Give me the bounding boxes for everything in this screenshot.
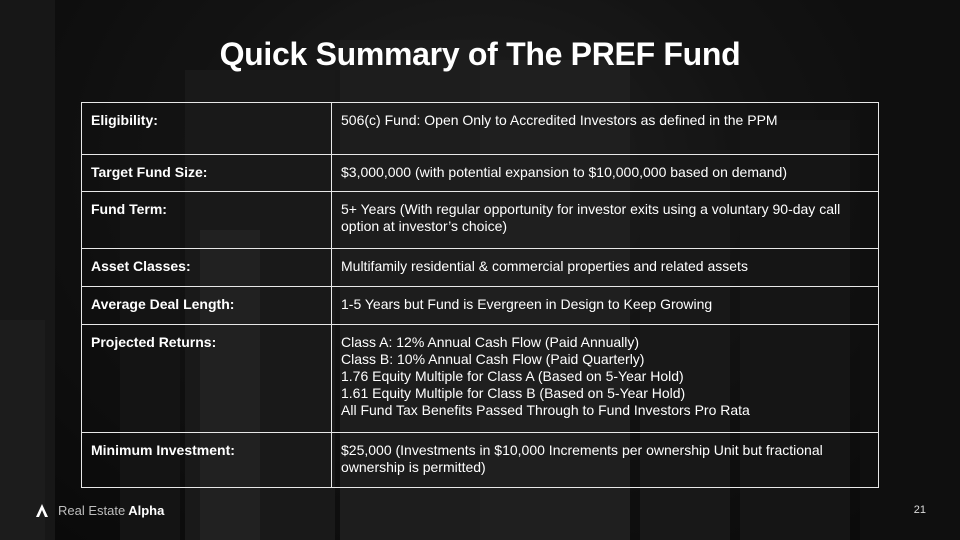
page-number: 21 — [913, 504, 926, 516]
row-value — [332, 287, 879, 325]
table-row — [82, 287, 879, 325]
value-line: 1.76 Equity Multiple for Class A (Based on 5-Year Hold) — [341, 368, 684, 384]
row-label: Average Deal Length: — [82, 287, 332, 325]
value-line: 5+ Years (With regular opportunity for investor exits using a voluntary 90-day call option at investor’s choice) — [341, 201, 841, 234]
row-label: Fund Term: — [82, 192, 332, 249]
value-line: 1-5 Years but Fund is Evergreen in Design to Keep Growing — [341, 296, 713, 312]
row-value — [332, 249, 879, 287]
row-value — [332, 155, 879, 192]
value-line: $3,000,000 (with potential expansion to $10,000,000 based on demand) — [341, 164, 788, 180]
table-row — [82, 433, 879, 488]
value-line: 1.61 Equity Multiple for Class B (Based on 5-Year Hold) — [341, 385, 686, 401]
fund-summary-table — [81, 102, 879, 488]
table-row — [82, 103, 879, 155]
table-row — [82, 249, 879, 287]
row-label: Target Fund Size: — [82, 155, 332, 192]
row-value — [332, 103, 879, 155]
row-value — [332, 192, 879, 249]
row-value — [332, 433, 879, 488]
brand-suffix: Alpha — [128, 502, 165, 518]
value-line: All Fund Tax Benefits Passed Through to Fund Investors Pro Rata — [341, 402, 750, 418]
table-row — [82, 325, 879, 433]
alpha-logo-icon — [34, 502, 50, 518]
value-line: 506(c) Fund: Open Only to Accredited Investors as defined in the PPM — [341, 112, 778, 128]
row-label: Eligibility: — [82, 103, 332, 155]
row-label: Minimum Investment: — [82, 433, 332, 488]
value-line: Multifamily residential & commercial properties and related assets — [341, 258, 748, 274]
brand-prefix: Real Estate — [58, 502, 126, 518]
row-value — [332, 325, 879, 433]
value-line: $25,000 (Investments in $10,000 Increments per ownership Unit but fractional ownership is permitted) — [341, 442, 823, 475]
row-label: Projected Returns: — [82, 325, 332, 433]
table-row — [82, 192, 879, 249]
table-row — [82, 155, 879, 192]
slide-title: Quick Summary of The PREF Fund — [219, 36, 741, 72]
brand-logo — [34, 502, 164, 518]
row-label: Asset Classes: — [82, 249, 332, 287]
value-line: Class A: 12% Annual Cash Flow (Paid Annually) — [341, 334, 640, 350]
value-line: Class B: 10% Annual Cash Flow (Paid Quarterly) — [341, 351, 645, 367]
